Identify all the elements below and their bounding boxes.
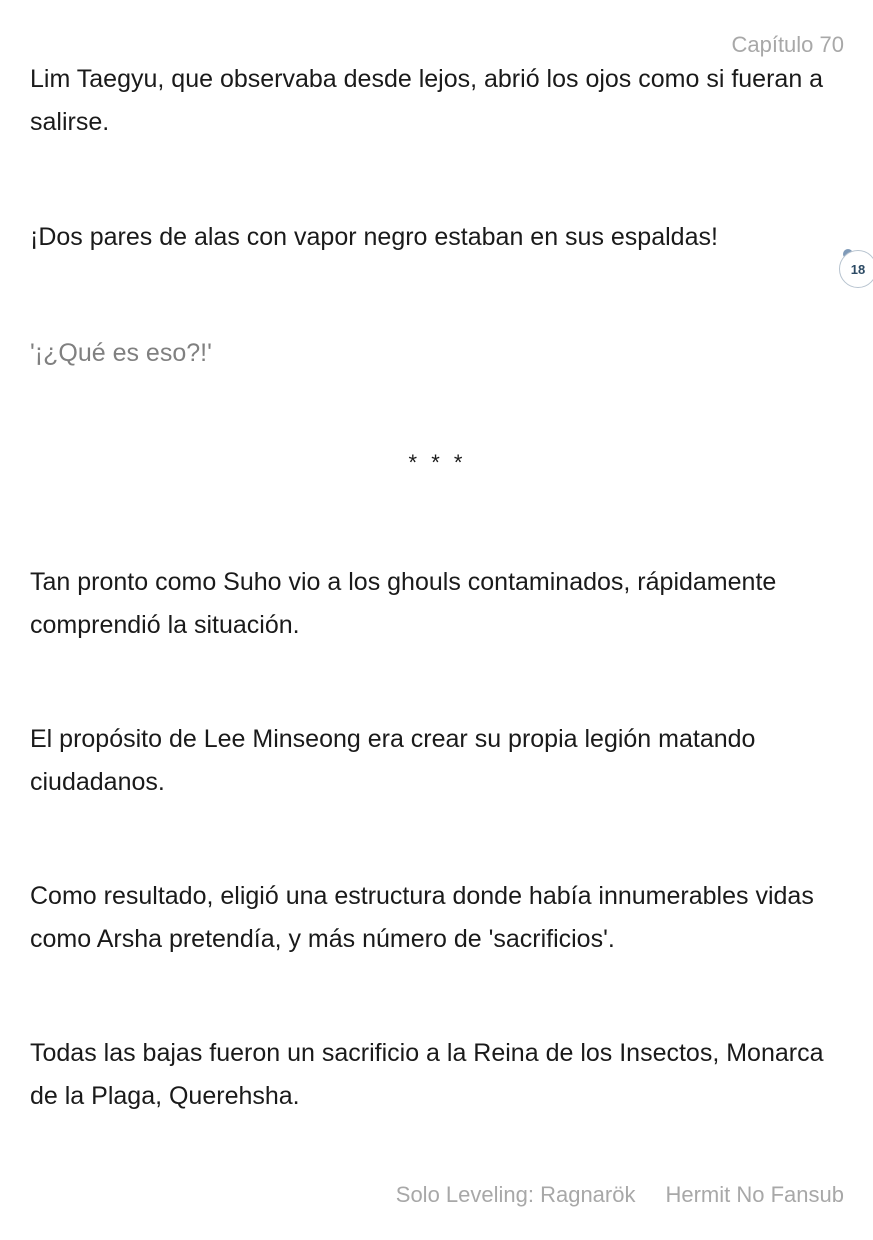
scene-separator: * * * [408, 450, 467, 475]
footer [396, 1182, 844, 1208]
paragraph: Lim Taegyu, que observaba desde lejos, abrió los ojos como si fueran a salirse. [30, 65, 824, 136]
page-number-badge[interactable]: 18 [839, 250, 873, 288]
paragraph: El propósito de Lee Minseong era crear su propia legión matando ciudadanos. [30, 725, 756, 796]
paragraph: Tan pronto como Suho vio a los ghouls contaminados, rápidamente comprendió la situación. [30, 568, 777, 639]
chapter-title: Capítulo 70 [731, 32, 844, 57]
footer-book-title: Solo Leveling: Ragnarök [395, 1182, 636, 1207]
paragraph: Como resultado, eligió una estructura donde había innumerables vidas como Arsha pretendía, y más número de 'sacrificios'. [30, 882, 814, 953]
paragraph: ¡Dos pares de alas con vapor negro estaban en sus espaldas! [30, 223, 718, 251]
footer-translator: Hermit No Fansub [665, 1182, 844, 1207]
thought-paragraph: '¡¿Qué es eso?!' [30, 339, 212, 367]
paragraph: Todas las bajas fueron un sacrificio a la Reina de los Insectos, Monarca de la Plaga, Querehsha. [30, 1039, 824, 1110]
